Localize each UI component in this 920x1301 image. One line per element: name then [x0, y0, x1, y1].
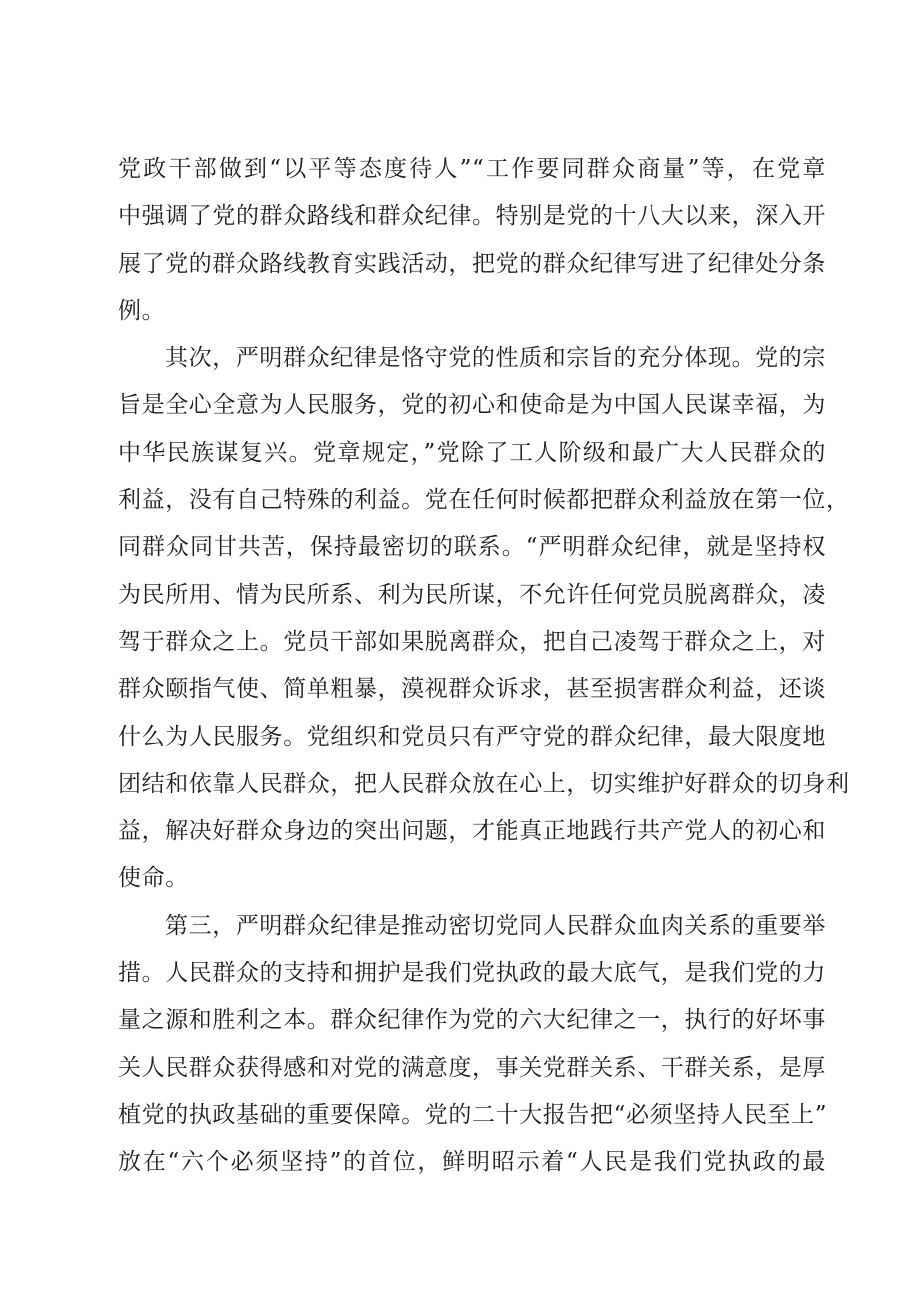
paragraph-2-line-4: 利益，没有自己特殊的利益。党在任何时候都把群众利益放在第一位， — [118, 487, 850, 514]
paragraph-3-line-6: 放在“六个必须坚持”的首位，鲜明昭示着“人民是我们党执政的最 — [118, 1149, 826, 1176]
paragraph-3-line-2: 措。人民群众的支持和拥护是我们党执政的最大底气，是我们党的力 — [118, 960, 826, 987]
paragraph-1-line-3: 展了党的群众路线教育实践活动，把党的群众纪律写进了纪律处分条 — [118, 250, 826, 277]
paragraph-2-line-10: 团结和依靠人民群众，把人民群众放在心上，切实维护好群众的切身利 — [118, 770, 850, 797]
paragraph-3-line-4: 关人民群众获得感和对党的满意度，事关党群关系、干群关系，是厚 — [118, 1054, 826, 1081]
paragraph-1-line-1: 党政干部做到“以平等态度待人”“工作要同群众商量”等，在党章 — [118, 156, 826, 182]
paragraph-2-line-2: 旨是全心全意为人民服务，党的初心和使命是为中国人民谋幸福，为 — [118, 392, 826, 419]
paragraph-2-line-6: 为民所用、情为民所系、利为民所谋，不允许任何党员脱离群众，凌 — [118, 581, 826, 608]
paragraph-3-line-1: 第三，严明群众纪律是推动密切党同人民群众血肉关系的重要举 — [165, 912, 826, 939]
paragraph-2-line-3: 中华民族谋复兴。党章规定，”党除了工人阶级和最广大人民群众的 — [118, 439, 826, 466]
paragraph-1-line-2: 中强调了党的群众路线和群众纪律。特别是党的十八大以来，深入开 — [118, 203, 826, 230]
paragraph-2-line-9: 什么为人民服务。党组织和党员只有严守党的群众纪律，最大限度地 — [118, 723, 826, 750]
paragraph-2-line-11: 益，解决好群众身边的突出问题，才能真正地践行共产党人的初心和 — [118, 818, 826, 845]
paragraph-2-line-7: 驾于群众之上。党员干部如果脱离群众，把自己凌驾于群众之上，对 — [118, 628, 826, 655]
paragraph-3-line-3: 量之源和胜利之本。群众纪律作为党的六大纪律之一，执行的好坏事 — [118, 1007, 826, 1034]
paragraph-1-line-4: 例。 — [118, 297, 166, 324]
paragraph-2-line-1: 其次，严明群众纪律是恪守党的性质和宗旨的充分体现。党的宗 — [165, 345, 826, 372]
paragraph-3-line-5: 植党的执政基础的重要保障。党的二十大报告把“必须坚持人民至上” — [118, 1101, 828, 1128]
paragraph-2-line-8: 群众颐指气使、简单粗暴，漠视群众诉求，甚至损害群众利益，还谈 — [118, 676, 826, 703]
paragraph-2-line-5: 同群众同甘共苦，保持最密切的联系。“严明群众纪律，就是坚持权 — [118, 534, 826, 561]
paragraph-2-line-12: 使命。 — [118, 865, 189, 892]
body-text — [118, 146, 850, 1187]
